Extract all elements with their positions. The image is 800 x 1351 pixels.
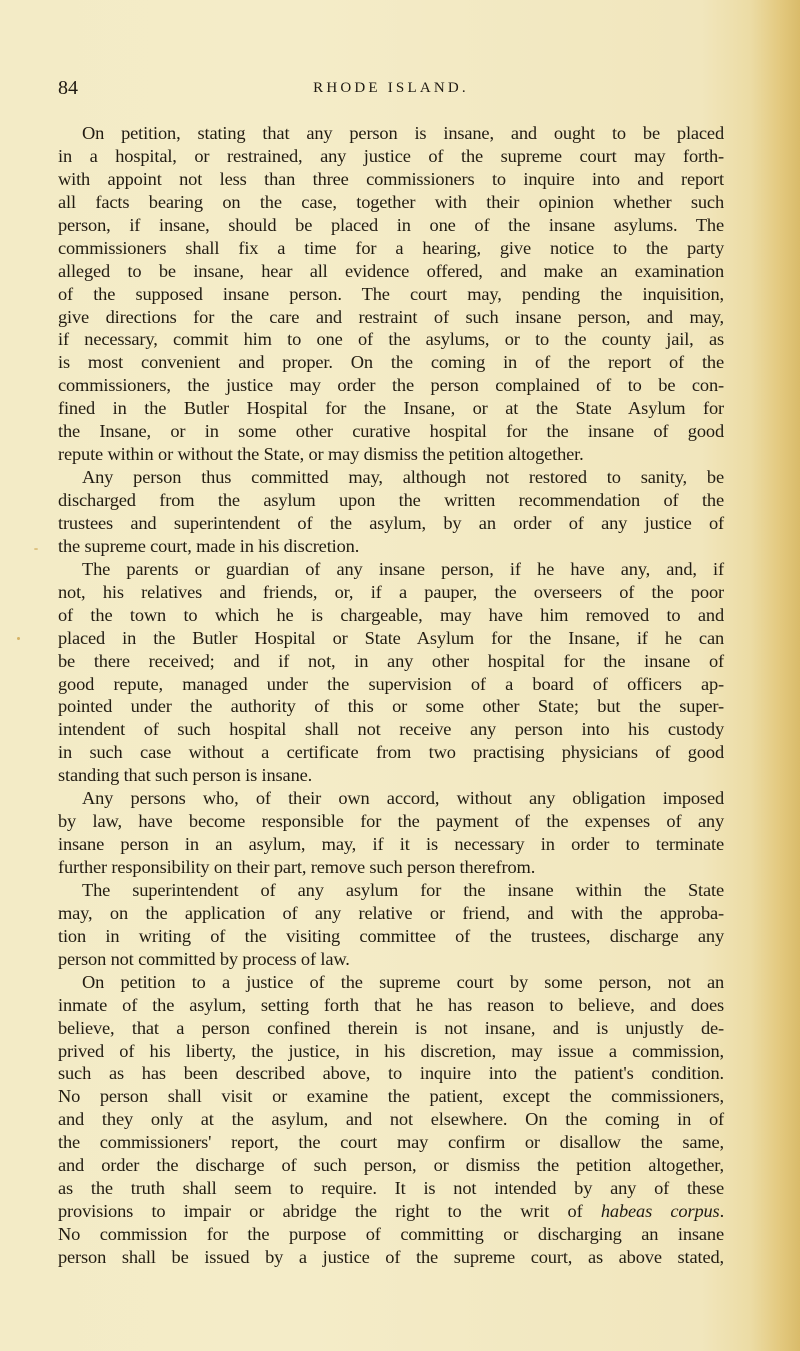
text-line: tion in writing of the visiting committee of the trustees, discharge any (58, 925, 724, 946)
text-line: by law, have become responsible for the payment of the expenses of any (58, 811, 724, 832)
text-line: person, if insane, should be placed in one of the insane asylums. The (58, 214, 724, 235)
text-line: in a hospital, or restrained, any justice of the supreme court may forth- (58, 145, 724, 166)
text-line: in such case without a certificate from two practising physicians of good (58, 742, 724, 763)
text-segment: . (719, 1201, 725, 1222)
text-line: all facts bearing on the case, together with their opinion whether such (58, 191, 724, 212)
text-line (58, 1200, 724, 1223)
text-line: person shall be issued by a justice of the supreme court, as above stated, (58, 1246, 724, 1267)
text-line: may, on the application of any relative or friend, and with the approba- (58, 902, 724, 923)
text-line: and order the discharge of such person, or dismiss the petition altogether, (58, 1155, 724, 1176)
text-line: give directions for the care and restraint of such insane person, and may, (58, 306, 724, 327)
text-line: if necessary, commit him to one of the asylums, or to the county jail, as (58, 329, 724, 350)
text-line: the commissioners' report, the court may confirm or disallow the same, (58, 1132, 724, 1153)
text-line: of the town to which he is chargeable, may have him removed to and (58, 604, 724, 625)
text-line: not, his relatives and friends, or, if a pauper, the overseers of the poor (58, 581, 724, 602)
text-line: person not committed by process of law. (58, 948, 350, 969)
text-line: intendent of such hospital shall not receive any person into his custody (58, 719, 724, 740)
text-line: standing that such person is insane. (58, 765, 313, 786)
text-line: No commission for the purpose of committing or discharging an insane (58, 1224, 724, 1244)
text-line: the supreme court, made in his discretion. (58, 535, 360, 556)
text-line: trustees and superintendent of the asylum, by an order of any justice of (58, 512, 724, 533)
text-line: inmate of the asylum, setting forth that he has reason to believe, and does (58, 994, 724, 1015)
text-line: such as has been described above, to inquire into the patient's condition. (58, 1063, 724, 1084)
running-head: RHODE ISLAND. (313, 80, 469, 96)
text-line: The parents or guardian of any insane person, if he have any, and, if (82, 558, 724, 579)
text-line: good repute, managed under the supervision of a board of officers ap- (58, 673, 724, 694)
text-line: Any persons who, of their own accord, without any obligation imposed (82, 788, 724, 809)
text-line: No person shall visit or examine the patient, except the commissioners, (58, 1086, 724, 1107)
text-line: pointed under the authority of this or some other State; but the super- (58, 696, 724, 717)
text-line: commissioners shall fix a time for a hearing, give notice to the party (58, 237, 724, 258)
text-line: The superintendent of any asylum for the insane within the State (82, 879, 724, 900)
text-line: Any person thus committed may, although not restored to sanity, be (82, 467, 724, 488)
body-text (58, 122, 724, 1269)
text-line: discharged from the asylum upon the written recommendation of the (58, 490, 724, 510)
text-line: commissioners, the justice may order the person complained of to be con- (58, 375, 724, 396)
text-line: be there received; and if not, in any other hospital for the insane of (58, 650, 724, 671)
text-line: and they only at the asylum, and not elsewhere. On the coming in of (58, 1109, 724, 1130)
paper-speck (34, 548, 38, 550)
text-line: as the truth shall seem to require. It is not intended by any of these (58, 1178, 724, 1199)
text-line: believe, that a person confined therein is not insane, and is unjustly de- (58, 1017, 724, 1038)
text-line: placed in the Butler Hospital or State Asylum for the Insane, if he can (58, 627, 724, 648)
text-line: further responsibility on their part, remove such person therefrom. (58, 857, 536, 877)
text-line: On petition, stating that any person is insane, and ought to be placed (82, 123, 724, 143)
text-line: alleged to be insane, hear all evidence offered, and make an examination (58, 260, 724, 281)
text-line: with appoint not less than three commissioners to inquire into and report (58, 168, 724, 189)
text-line: the Insane, or in some other curative hospital for the insane of good (58, 421, 724, 442)
page-number: 84 (58, 77, 78, 99)
page-header (58, 76, 724, 100)
text-line: repute within or without the State, or may dismiss the petition altogether. (58, 444, 584, 465)
text-line: prived of his liberty, the justice, in his discretion, may issue a commission, (58, 1040, 724, 1061)
text-line: insane person in an asylum, may, if it is necessary in order to terminate (58, 834, 724, 855)
text-line: of the supposed insane person. The court may, pending the inquisition, (58, 283, 724, 304)
text-line: is most convenient and proper. On the coming in of the report of the (58, 352, 724, 373)
text-line: On petition to a justice of the supreme court by some person, not an (82, 971, 724, 992)
text-segment: provisions to impair or abridge the right to the writ of (58, 1201, 601, 1222)
paper-speck (17, 637, 20, 640)
text-line: fined in the Butler Hospital for the Insane, or at the State Asylum for (58, 398, 724, 419)
italic-term: habeas corpus (600, 1201, 720, 1222)
